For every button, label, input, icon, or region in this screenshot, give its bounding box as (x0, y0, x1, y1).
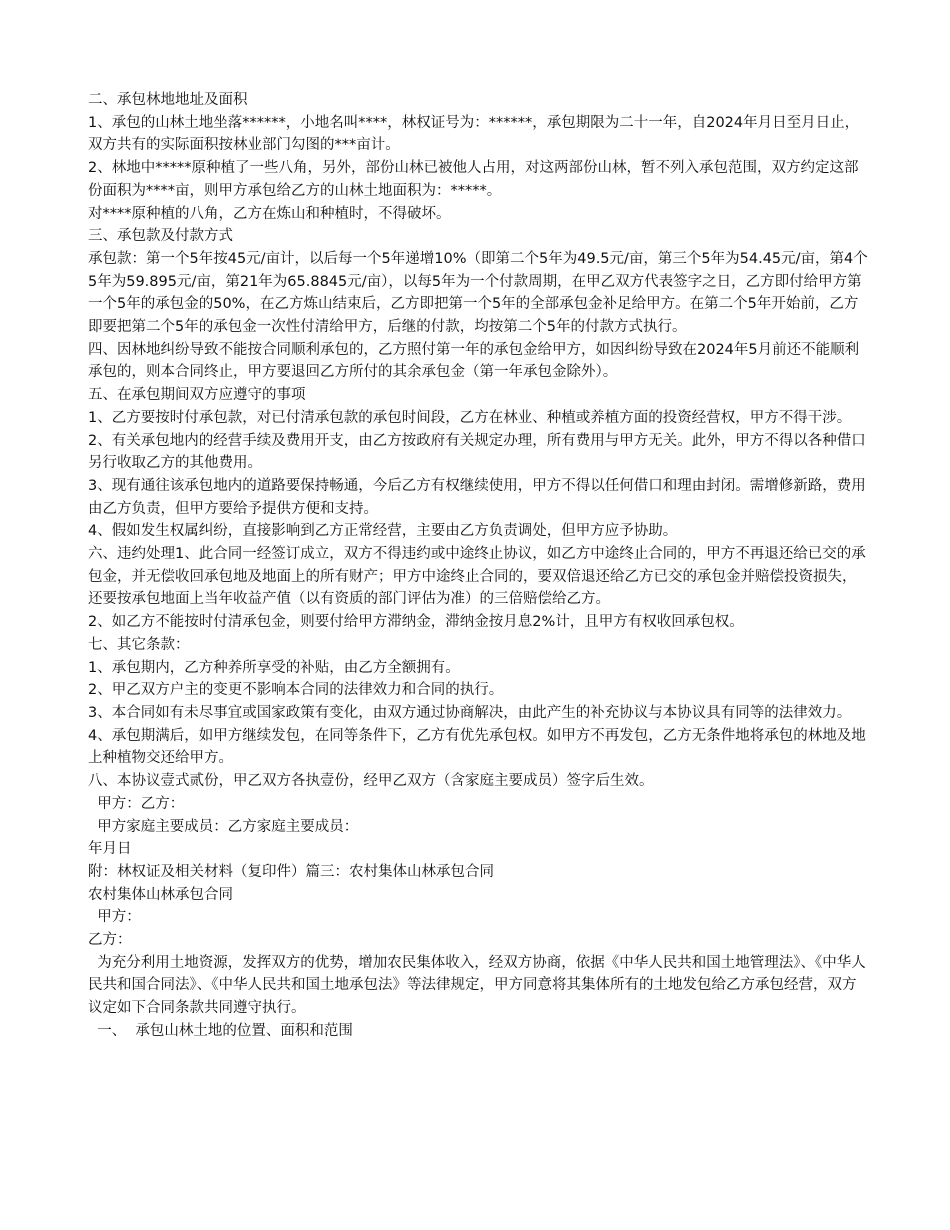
paragraph: 2、如乙方不能按时付清承包金，则要付给甲方滞纳金，滞纳金按月息2%计，且甲方有权收回承包权。 (88, 614, 744, 631)
section-heading: 二、承包林地地址及面积 (88, 92, 248, 108)
party-line: 乙方： (88, 932, 132, 949)
paragraph: 对****原种植的八角，乙方在炼山和种植时，不得破坏。 (88, 205, 451, 222)
paragraph: 2、林地中*****原种植了一些八角，另外，部份山林已被他人占用，对这两部份山林，暂不列入承包范围，双方约定这部份面积为****亩，则甲方承包给乙方的山林土地面积为：*****。 (88, 160, 859, 199)
attachment-note: 附：林权证及相关材料（复印件）篇三：农村集体山林承包合同 (88, 863, 494, 880)
paragraph: 六、违约处理1、此合同一经签订成立，双方不得违约或中途终止协议，如乙方中途终止合同的，甲方不再退还给已交的承包金，并无偿收回承包地及地面上的所有财产；甲方中途终止合同的，要双倍退还给乙方已交的承包金并赔偿投资损失，还要按承包地面上当年收益产值（以有资质的部门评估为准）的三倍赔偿给乙方。 (88, 546, 866, 608)
section-heading: 一、 承包山林土地的位置、面积和范围 (88, 1022, 353, 1039)
paragraph: 1、承包期内，乙方种养所享受的补贴，由乙方全额拥有。 (88, 659, 460, 676)
paragraph: 2、甲乙双方户主的变更不影响本合同的法律效力和合同的执行。 (88, 682, 504, 699)
section-heading: 七、其它条款： (88, 636, 190, 653)
paragraph: 4、假如发生权属纠纷，直接影响到乙方正常经营，主要由乙方负责调处，但甲方应予协助。 (88, 523, 678, 540)
paragraph: 3、现有通往该承包地内的道路要保持畅通，今后乙方有权继续使用，甲方不得以任何借口和理由封闭。需增修新路，费用由乙方负责，但甲方要给予提供方便和支持。 (88, 477, 866, 517)
document-body (88, 89, 870, 1043)
date-line: 年月日 (88, 841, 132, 858)
party-line: 甲方： (88, 909, 141, 926)
section-heading: 五、在承包期间双方应遵守的事项 (88, 387, 306, 404)
paragraph: 1、承包的山林土地坐落******，小地名叫****，林权证号为：******，承包期限为二十一年，自2024年月日至月日止，双方共有的实际面积按林业部门勾图的***亩计。 (88, 114, 860, 154)
paragraph: 八、本协议壹式贰份，甲乙双方各执壹份，经甲乙双方（含家庭主要成员）签字后生效。 (88, 773, 654, 790)
paragraph: 承包款：第一个5年按45元/亩计，以后每一个5年递增10%（即第二个5年为49.5元/亩，第三个5年为54.45元/亩，第4个5年为59.895元/亩，第21年为65.8845元/亩），以每5年为一个付款周期，在甲乙双方代表签字之日，乙方即付给甲方第一个5年的承包金的50%，在乙方炼山结束后，乙方即把第一个5年的全部承包金补足给甲方。在第二个5年开始前，乙方即要把第二个5年的承包金一次性付清给甲方，后继的付款，均按第二个5年的付款方式执行。 (88, 250, 868, 336)
paragraph: 4、承包期满后，如甲方继续发包，在同等条件下，乙方有优先承包权。如甲方不再发包，乙方无条件地将承包的林地及地上种植物交还给甲方。 (88, 727, 866, 767)
paragraph: 2、有关承包地内的经营手续及费用开支，由乙方按政府有关规定办理，所有费用与甲方无关。此外，甲方不得以各种借口另行收取乙方的其他费用。 (88, 432, 866, 472)
section-heading: 三、承包款及付款方式 (88, 228, 233, 245)
paragraph: 1、乙方要按时付承包款，对已付清承包款的承包时间段，乙方在林业、种植或养植方面的投资经营权，甲方不得干涉。 (88, 409, 852, 426)
paragraph: 四、因林地纠纷导致不能按合同顺利承包的，乙方照付第一年的承包金给甲方，如因纠纷导致在2024年5月前还不能顺利承包的，则本合同终止，甲方要退回乙方所付的其余承包金（第一年承包金除外）。 (88, 341, 860, 381)
document-title: 农村集体山林承包合同 (88, 886, 233, 903)
signature-line: 甲方家庭主要成员：乙方家庭主要成员： (88, 818, 359, 835)
signature-line: 甲方：乙方： (88, 795, 185, 812)
paragraph: 3、本合同如有未尽事宜或国家政策有变化，由双方通过协商解决，由此产生的补充协议与本协议具有同等的法律效力。 (88, 704, 852, 721)
paragraph: 为充分利用土地资源，发挥双方的优势，增加农民集体收入，经双方协商，依据《中华人民共和国土地管理法》、《中华人民共和国合同法》、《中华人民共和国土地承包法》等法律规定，甲方同意将其集体所有的土地发包给乙方承包经营，双方议定如下合同条款共同遵守执行。 (88, 954, 866, 1017)
